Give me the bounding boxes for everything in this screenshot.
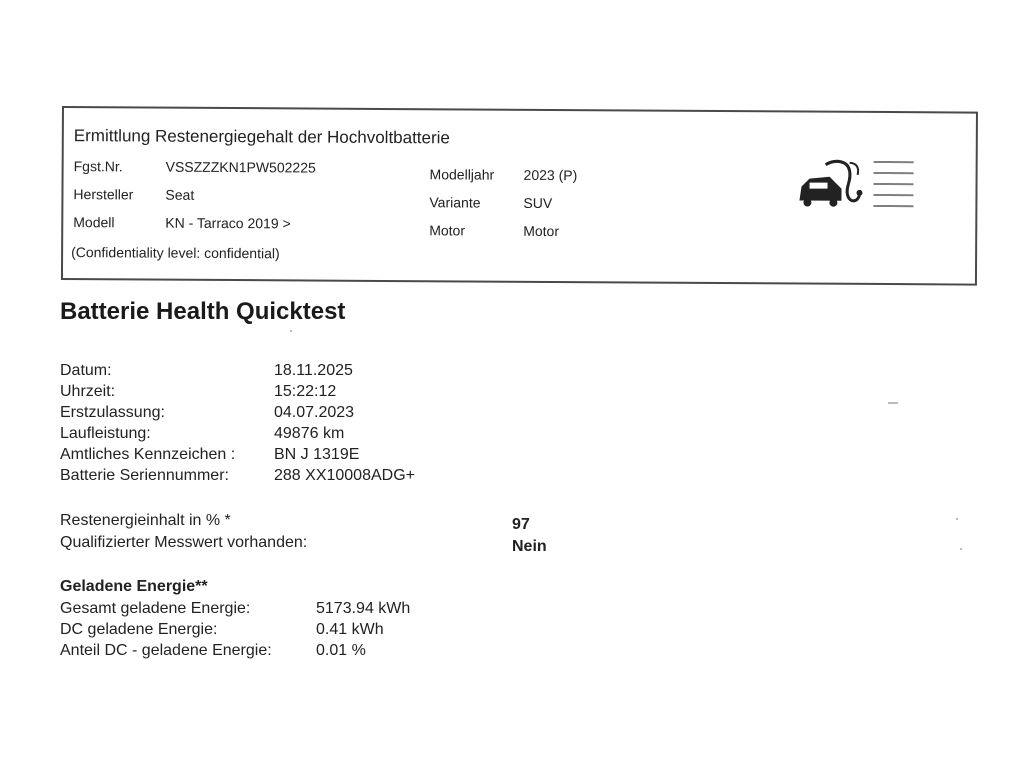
rest-label: Restenergieinhalt in % * [60,512,231,529]
info-label: Laufleistung: [60,425,151,442]
energy-row-total [60,600,520,621]
fgst-label: Fgst.Nr. [73,158,123,175]
confidentiality-note: (Confidentiality level: confidential) [71,244,280,262]
motor-label: Motor [429,222,466,239]
info-value: 04.07.2023 [274,404,355,421]
header-title: Ermittlung Restenergiegehalt der Hochvoltbatterie [73,126,450,148]
modell-label: Modell [73,214,115,231]
info-row-seriennummer [60,467,520,488]
info-value: BN J 1319E [274,446,360,463]
modell-value: KN - Tarraco 2019 > [165,214,291,232]
modelljahr-value: 2023 (P) [523,166,578,184]
car-diagnostic-logo-icon [795,156,935,227]
hersteller-label: Hersteller [73,186,134,203]
info-row-uhrzeit [60,383,520,404]
info-row-laufleistung [60,425,520,446]
energy-label: Anteil DC - geladene Energie: [60,642,272,659]
rest-energy-list [60,512,620,556]
modelljahr-label: Modelljahr [429,166,495,183]
vehicle-header-box [61,106,978,286]
info-row-erstzulassung [60,404,520,425]
info-row-kennzeichen [60,446,520,467]
info-label: Batterie Seriennummer: [60,467,229,484]
info-value: 288 XX10008ADG+ [274,467,415,484]
charged-energy-section [60,578,520,663]
energy-row-dc-share [60,642,520,663]
energy-value: 0.01 % [316,642,366,659]
info-value: 49876 km [274,425,345,442]
scan-speck [960,548,962,550]
rest-value: 97 [512,516,530,533]
energy-title: Geladene Energie** [60,578,208,595]
info-value: 15:22:12 [274,383,337,400]
info-label: Erstzulassung: [60,404,165,421]
hersteller-value: Seat [165,186,195,203]
rest-row-qualified [60,534,620,556]
info-label: Amtliches Kennzeichen : [60,446,236,463]
energy-row-dc [60,621,520,642]
info-value: 18.11.2025 [274,362,353,379]
info-list [60,362,520,488]
info-row-datum [60,362,520,383]
energy-label: DC geladene Energie: [60,621,218,638]
energy-value: 5173.94 kWh [316,600,411,617]
scan-speck [956,518,958,520]
energy-label: Gesamt geladene Energie: [60,600,251,617]
info-label: Uhrzeit: [60,383,116,400]
rest-value: Nein [512,538,547,555]
scan-speck [888,402,898,404]
logo-lines [873,161,933,216]
variante-value: SUV [523,194,553,211]
rest-label: Qualifizierter Messwert vorhanden: [60,534,308,551]
motor-value: Motor [523,222,560,240]
scan-speck [290,330,292,332]
rest-row-percent [60,512,620,534]
variante-label: Variante [429,194,481,211]
info-label: Datum: [60,362,112,379]
page-title: Batterie Health Quicktest [60,298,346,325]
energy-value: 0.41 kWh [316,621,384,638]
fgst-value: VSSZZZKN1PW502225 [165,158,316,176]
